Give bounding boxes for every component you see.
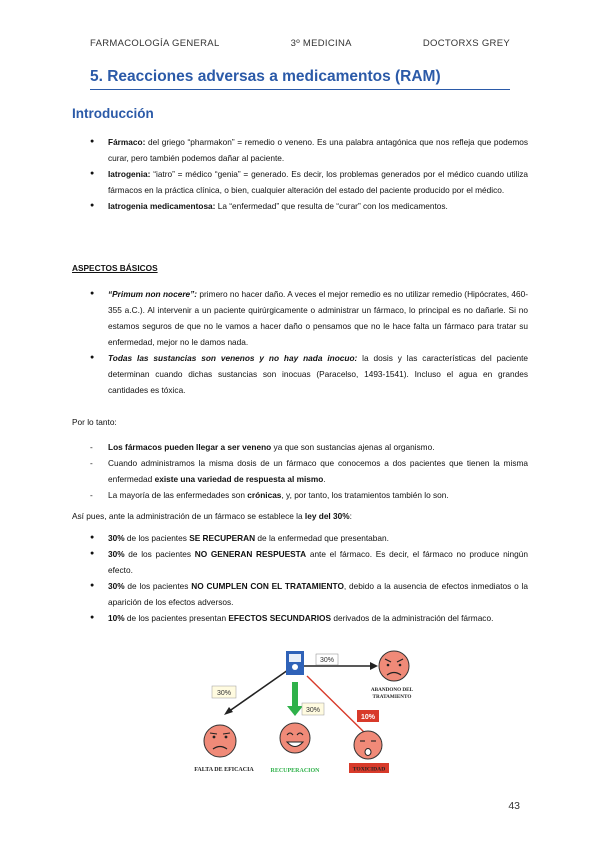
term-farmaco: Fármaco [108, 137, 143, 147]
term-iatrogenia-medicamentosa: Iatrogenia medicamentosa [108, 201, 213, 211]
page-number: 43 [508, 800, 520, 812]
list-item: ● 30% de los pacientes SE RECUPERAN de la enfermedad que presentaban. [72, 530, 528, 546]
definition-text: “iatro” = médico “genia” = generado. Es decir, los problemas generados por el médico cuando utiliza fármacos en la práctica clínica, o bien, cualquier alteración del estado del paciente producido por el médico. [108, 169, 528, 195]
percentage: 10% [108, 613, 125, 623]
term-sep: : [142, 137, 146, 147]
list-item: ● 30% de los pacientes NO CUMPLEN CON EL TRATAMIENTO, debido a la ausencia de efectos inmediatos o la aparición de los efectos adversos. [72, 578, 528, 610]
term-iatrogenia: Iatrogenia [108, 169, 148, 179]
emphasis: NO GENERAN RESPUESTA [194, 549, 307, 559]
sick-face-icon [354, 731, 382, 759]
header-subject: FARMACOLOGÍA GENERAL [90, 38, 220, 49]
arrow-line-left [228, 670, 288, 712]
arrow-head-left [224, 707, 233, 715]
chapter-title: 5. Reacciones adversas a medicamentos (RAM) [90, 68, 510, 90]
term-primum-non-nocere: “Primum non nocere”: [108, 289, 198, 299]
definition-text: La “enfermedad” que resulta de “curar” con los medicamentos. [215, 201, 448, 211]
intro-heading: Introducción [72, 106, 154, 121]
list-item [72, 198, 528, 214]
pill-box-icon [286, 651, 304, 675]
list-item: ● 30% de los pacientes NO GENERAN RESPUESTA ante el fármaco. Es decir, el fármaco no produce ningún efecto. [72, 546, 528, 578]
list-item [72, 166, 528, 198]
emphasis: EFECTOS SECUNDARIOS [228, 613, 332, 623]
list-item [72, 350, 528, 398]
arrow-head-top [370, 662, 378, 670]
sad-face-icon [204, 725, 236, 757]
emphasis: Los fármacos pueden llegar a ser veneno [108, 442, 272, 452]
intro-list [72, 134, 528, 214]
therefore-block [72, 414, 528, 503]
emphasis: SE RECUPERAN [189, 533, 256, 543]
angry-face-icon [379, 651, 409, 681]
term-sep: : [212, 201, 216, 211]
emphasis: NO CUMPLEN CON EL TRATAMIENTO [191, 581, 344, 591]
basics-text: la dosis y las características del paciente determinan cuando dichas sustancias son inocuas (Paracelso, 1493-1541). Incluso el agua en grandes cantidades es tóxica. [108, 353, 528, 395]
emphasis: crónicas [247, 490, 282, 500]
law-of-30-diagram [188, 648, 420, 780]
pct-label-top: 30% [319, 657, 335, 664]
pct-label-toxic: 10% [360, 714, 376, 721]
law-list [72, 530, 528, 626]
header-author: DOCTORXS GREY [422, 38, 510, 49]
list-item [72, 134, 528, 166]
abandon-label-line2: TRATAMIENTO [372, 694, 412, 700]
basics-block [72, 260, 528, 398]
abandon-label-line1: ABANDONO DEL [370, 687, 414, 693]
basics-list [72, 286, 528, 398]
law-block [72, 508, 528, 626]
therefore-intro: Por lo tanto: [72, 417, 117, 427]
pct-label-center: 30% [305, 707, 321, 714]
law-intro: Así pues, ante la administración de un fármaco se establece la ley del 30%: [72, 511, 352, 521]
arrow-line-center [292, 682, 298, 706]
basics-heading: ASPECTOS BÁSICOS [72, 263, 158, 273]
term-sep: : [147, 169, 151, 179]
therefore-list [72, 439, 528, 503]
list-item [72, 286, 528, 350]
page-header [90, 38, 510, 49]
percentage: 30% [108, 549, 125, 559]
pct-label-left: 30% [216, 690, 232, 697]
arrow-head-center [287, 706, 303, 716]
happy-face-icon [280, 723, 310, 753]
term-todas-sustancias: Todas las sustancias son venenos y no hay nada inocuo: [108, 353, 358, 363]
label-recuperacion: RECUPERACION [270, 768, 320, 774]
list-item: - Los fármacos pueden llegar a ser veneno ya que son sustancias ajenas al organismo. [72, 439, 528, 455]
emphasis: existe una variedad de respuesta al mismo [154, 474, 324, 484]
list-item: - Cuando administramos la misma dosis de un fármaco que conocemos a dos pacientes que tienen la misma enfermedad existe una variedad de respuesta al mismo. [72, 455, 528, 487]
percentage: 30% [108, 533, 125, 543]
basics-text: primero no hacer daño. A veces el mejor remedio es no utilizar remedio (Hipócrates, 460-355 a.C.). Al intervenir a un paciente quirúrgicamente o administrar un fármaco, lo principal es no dañarle. Si no estamos seguros de que no le vamos a hacer daño o pensamos que no le hace falta un fármaco para tratar su enfermedad, mejor no le damos nada. [108, 289, 528, 347]
law-name: ley del 30% [304, 511, 350, 521]
list-item: - La mayoría de las enfermedades son crónicas, y, por tanto, los tratamientos también lo son. [72, 487, 528, 503]
intro-list-block [72, 134, 528, 214]
list-item: ● 10% de los pacientes presentan EFECTOS SECUNDARIOS derivados de la administración del fármaco. [72, 610, 528, 626]
label-falta-eficacia: FALTA DE EFICACIA [194, 767, 254, 773]
label-toxicidad: TOXICIDAD [352, 766, 386, 773]
header-course: 3º MEDICINA [290, 38, 352, 49]
percentage: 30% [108, 581, 125, 591]
definition-text: del griego “pharmakon” = remedio o veneno. Es una palabra antagónica que nos refleja que podemos curar, pero también podemos dañar al paciente. [108, 137, 528, 163]
